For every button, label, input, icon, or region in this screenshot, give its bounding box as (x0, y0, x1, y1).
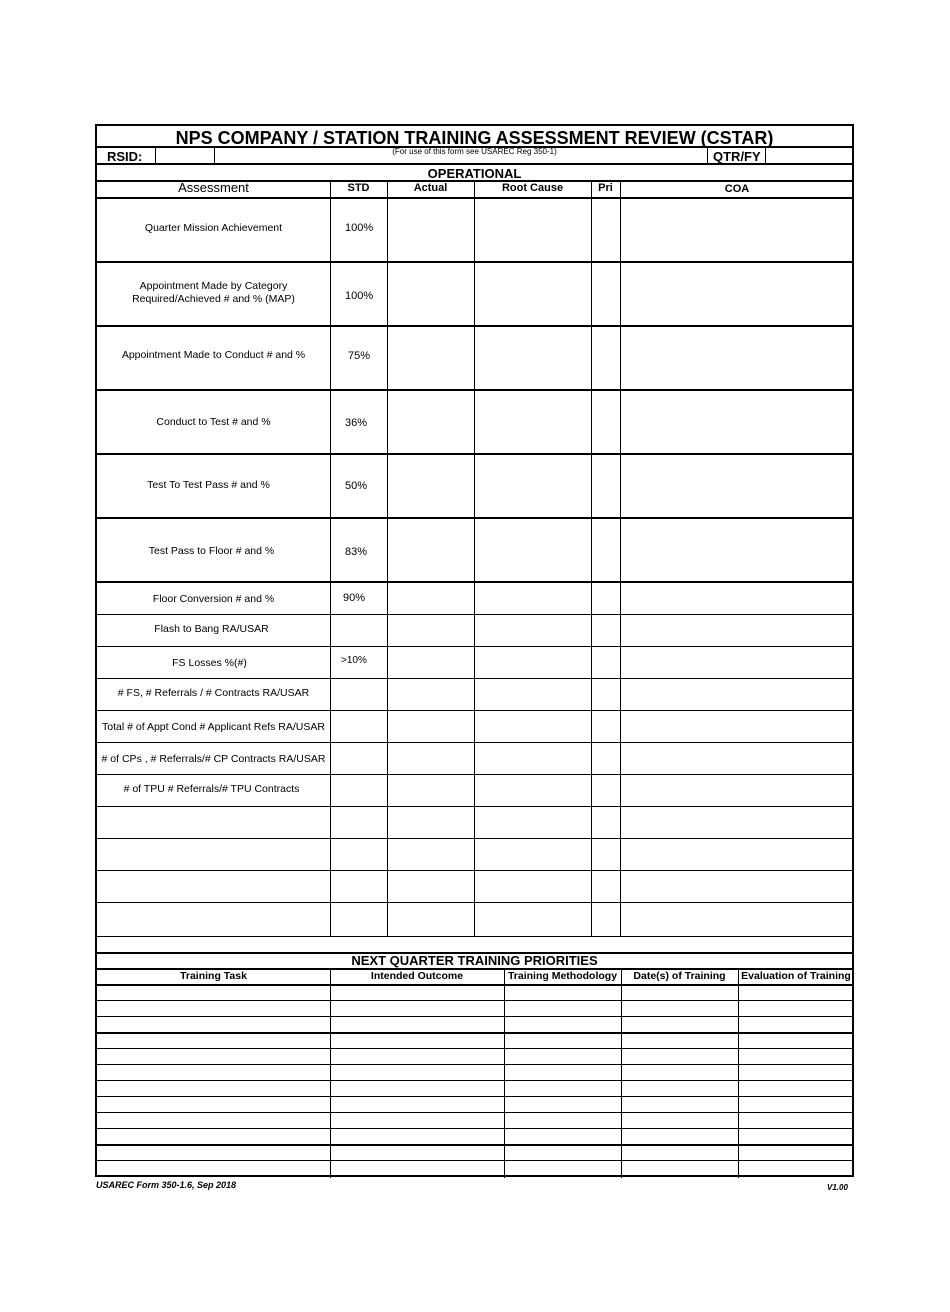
assessment-row-10: # FS, # Referrals / # Contracts RA/USAR (117, 687, 310, 700)
rsid-label: RSID: (107, 149, 143, 164)
form-version: V1.00 (827, 1183, 848, 1192)
std-row-2: 100% (345, 290, 374, 302)
assessment-row-11: Total # of Appt Cond # Applicant Refs RA/USAR (102, 721, 325, 734)
col-assessment: Assessment (178, 180, 249, 195)
operational-heading: OPERATIONAL (427, 166, 522, 181)
std-row-1: 100% (345, 222, 374, 234)
form-number: USAREC Form 350-1.6, Sep 2018 (96, 1180, 237, 1190)
std-row-6: 83% (345, 546, 368, 558)
assessment-row-8: Flash to Bang RA/USAR (154, 623, 269, 636)
col-training-task: Training Task (180, 970, 247, 982)
col-pri: Pri (598, 182, 613, 194)
std-row-3: 75% (348, 350, 371, 362)
assessment-row-15 (97, 839, 330, 869)
assessment-row-4: Conduct to Test # and % (156, 416, 271, 429)
col-std: STD (347, 182, 370, 194)
form-title: NPS COMPANY / STATION TRAINING ASSESSMENT REVIEW (CSTAR) (175, 128, 774, 148)
assessment-row-12: # of CPs , # Referrals/# CP Contracts RA/USAR (101, 753, 326, 766)
col-dates-of-training: Date(s) of Training (633, 970, 726, 982)
std-row-9: >10% (341, 655, 367, 666)
assessment-row-17 (97, 903, 330, 935)
col-coa: COA (724, 183, 750, 195)
assessment-row-16 (97, 871, 330, 901)
col-evaluation-of-training: Evaluation of Training (741, 970, 851, 982)
assessment-row-1: Quarter Mission Achievement (144, 222, 283, 235)
assessment-row-9: FS Losses %(#) (172, 657, 247, 670)
assessment-row-13: # of TPU # Referrals/# TPU Contracts (123, 783, 300, 796)
qtr-label: QTR/FY (713, 149, 761, 164)
std-row-4: 36% (345, 417, 368, 429)
assessment-row-5: Test To Test Pass # and % (147, 479, 270, 492)
cstar-form (95, 124, 854, 1177)
col-actual: Actual (413, 182, 448, 194)
assessment-row-2-text: Appointment Made by Category Required/Achieved # and % (MAP) (132, 279, 295, 305)
std-row-5: 50% (345, 480, 368, 492)
assessment-row-14 (97, 807, 330, 837)
training-heading: NEXT QUARTER TRAINING PRIORITIES (351, 953, 598, 968)
col-training-methodology: Training Methodology (507, 970, 618, 982)
qtr-field[interactable] (765, 147, 855, 164)
assessment-row-3: Appointment Made to Conduct # and % (121, 349, 306, 362)
form-subtitle: (For use of this form see USAREC Reg 350-1) (392, 147, 557, 156)
assessment-row-6: Test Pass to Floor # and % (148, 545, 275, 558)
assessment-row-7: Floor Conversion # and % (152, 593, 275, 606)
col-intended-outcome: Intended Outcome (370, 970, 464, 982)
assessment-row-2 (97, 262, 330, 324)
std-row-7: 90% (343, 592, 366, 604)
col-root-cause: Root Cause (501, 182, 564, 194)
